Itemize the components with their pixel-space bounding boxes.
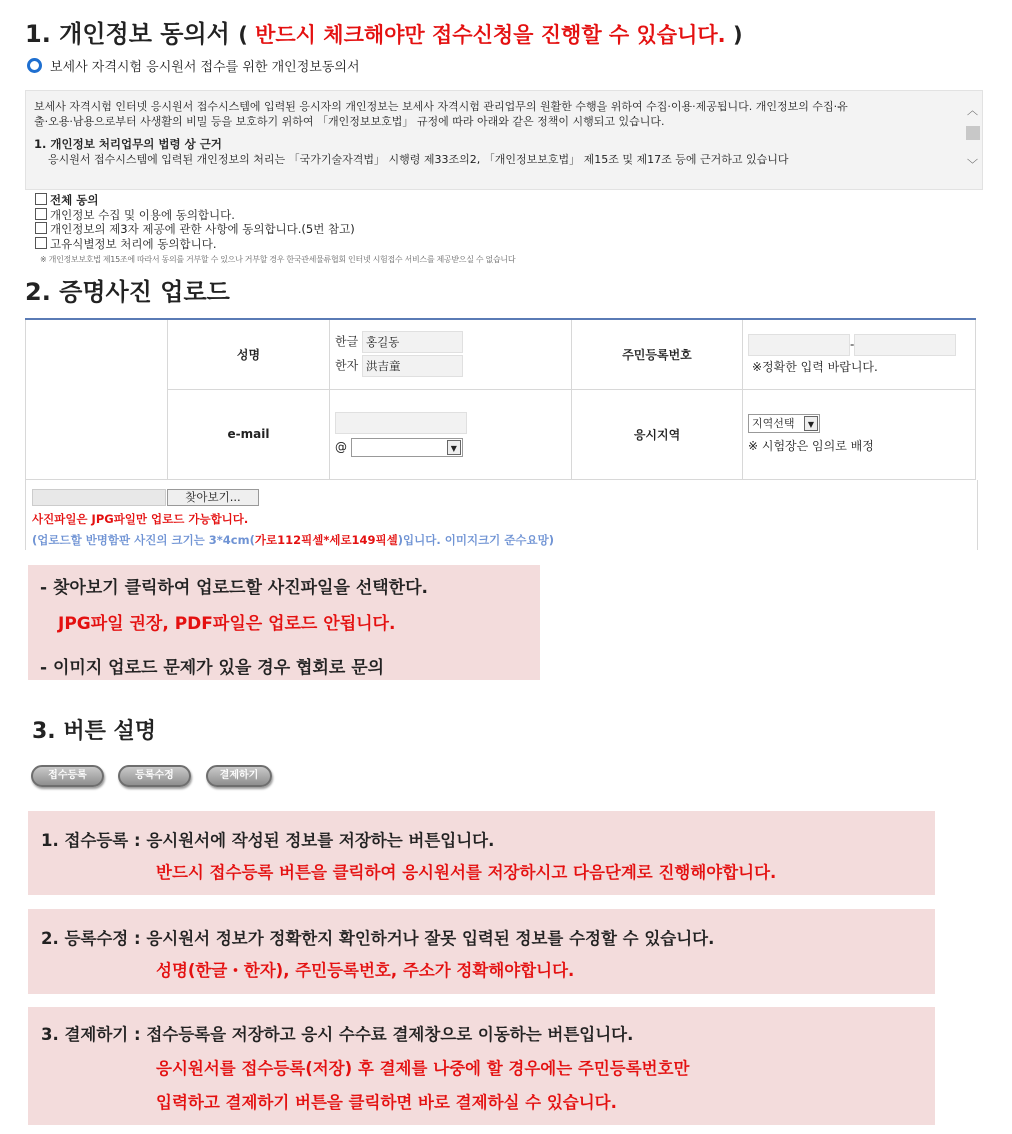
privacy-policy-scrollbox[interactable] xyxy=(25,90,983,190)
check-third-row[interactable] xyxy=(35,222,355,236)
rrn-dash: - xyxy=(850,337,855,352)
check-unique-checkbox[interactable] xyxy=(35,237,47,249)
section3-title: 3. 버튼 설명 xyxy=(32,719,156,744)
region-select[interactable] xyxy=(748,414,820,433)
photo-upload-area xyxy=(25,480,978,550)
edit-desc-red: 성명(한글・한자), 주민등록번호, 주소가 정확해야합니다. xyxy=(156,961,575,980)
size-note-pixels: 가로112픽셀*세로149픽셀 xyxy=(254,533,398,547)
check-collect-label: 개인정보 수집 및 이용에 동의합니다. xyxy=(50,208,235,222)
policy-item1-title: 1. 개인정보 처리업무의 법령 상 근거 xyxy=(34,137,222,151)
photo-file-path[interactable] xyxy=(32,489,166,506)
circle-bullet-icon xyxy=(27,58,42,73)
scroll-up-icon[interactable]: ︿ xyxy=(967,104,978,117)
jpg-only-warning: 사진파일은 JPG파일만 업로드 가능합니다. xyxy=(32,512,249,526)
photo-size-note xyxy=(32,532,554,548)
applicant-form-table xyxy=(25,318,976,480)
hanja-name-input[interactable]: 洪吉童 xyxy=(362,355,463,377)
edit-desc-head: 2. 등록수정 : 응시원서 정보가 정확한지 확인하거나 잘못 입력된 정보를 수정할 수 있습니다. xyxy=(41,929,715,948)
register-desc-box xyxy=(28,811,935,895)
check-collect-row[interactable] xyxy=(35,208,235,222)
paren-open: ( xyxy=(238,23,256,47)
payment-button[interactable]: 결제하기 xyxy=(206,765,272,787)
register-desc-head: 1. 접수등록 : 응시원서에 작성된 정보를 저장하는 버튼입니다. xyxy=(41,831,495,850)
check-unique-row[interactable] xyxy=(35,237,217,251)
guide-line3: - 이미지 업로드 문제가 있을 경우 협회로 문의 xyxy=(40,658,385,678)
rrn-inputs-cell xyxy=(743,319,976,389)
rrn-note: ※정확한 입력 바랍니다. xyxy=(752,359,878,374)
check-all-checkbox[interactable] xyxy=(35,193,47,205)
email-inputs-cell xyxy=(330,389,572,479)
register-button[interactable]: 접수등록 xyxy=(31,765,104,787)
email-at: @ xyxy=(335,439,347,454)
policy-scrollbar[interactable] xyxy=(964,91,982,189)
name-label: 성명 xyxy=(168,319,330,389)
rrn-label: 주민등록번호 xyxy=(572,319,743,389)
scroll-down-icon[interactable]: ﹀ xyxy=(967,158,978,171)
email-id-input[interactable] xyxy=(335,412,467,434)
rrn-first-input[interactable] xyxy=(748,334,850,356)
section2-title: 2. 증명사진 업로드 xyxy=(25,278,230,306)
upload-guide-box xyxy=(28,565,540,680)
scroll-thumb[interactable] xyxy=(966,126,980,140)
size-note-a: (업로드할 반명함판 사진의 크기는 3*4cm( xyxy=(32,533,255,547)
policy-intro-line1: 보세사 자격시험 인터넷 응시원서 접수시스템에 입력된 응시자의 개인정보는 보세사 자격시험 관리업무의 원활한 수행을 위하여 수집·이용·제공됩니다. 개인정보의 수집·유 xyxy=(34,100,848,113)
region-note: ※ 시험장은 임의로 배정 xyxy=(748,439,874,453)
photo-preview-cell xyxy=(26,319,168,479)
payment-desc-box xyxy=(28,1007,935,1125)
section1-title: 1. 개인정보 동의서 xyxy=(25,20,230,48)
edit-desc-box xyxy=(28,909,935,994)
chevron-down-icon: ▼ xyxy=(447,440,461,455)
check-all-label: 전체 동의 xyxy=(50,193,99,207)
rrn-second-input[interactable] xyxy=(854,334,956,356)
paren-close: ) xyxy=(725,23,743,47)
guide-line1: - 찾아보기 클릭하여 업로드할 사진파일을 선택한다. xyxy=(40,578,428,598)
consent-subtitle-text: 보세사 자격시험 응시원서 접수를 위한 개인정보동의서 xyxy=(50,60,360,75)
payment-desc-red1: 응시원서를 접수등록(저장) 후 결제를 나중에 할 경우에는 주민등록번호만 xyxy=(156,1059,690,1078)
hangul-label: 한글 xyxy=(335,334,359,349)
consent-notice: 반드시 체크해야만 접수신청을 진행할 수 있습니다. xyxy=(255,23,726,47)
check-third-label: 개인정보의 제3자 제공에 관한 사항에 동의합니다.(5번 참고) xyxy=(50,222,355,236)
edit-registration-button[interactable]: 등록수정 xyxy=(118,765,191,787)
consent-subtitle xyxy=(27,56,360,75)
check-unique-label: 고유식별정보 처리에 동의합니다. xyxy=(50,237,217,251)
check-all-row[interactable] xyxy=(35,193,98,207)
email-label: e-mail xyxy=(168,389,330,479)
hangul-name-input[interactable]: 홍길동 xyxy=(362,331,463,353)
browse-button[interactable]: 찾아보기... xyxy=(167,489,259,506)
consent-footnote: ※ 개인정보보호법 제15조에 따라서 동의를 거부할 수 있으나 거부할 경우 한국관세물류협회 인터넷 시험접수 서비스를 제공받으실 수 없습니다 xyxy=(40,255,516,264)
guide-line2: JPG파일 권장, PDF파일은 업로드 안됩니다. xyxy=(58,614,396,634)
section1-heading xyxy=(25,14,743,49)
region-select-value: 지역선택 xyxy=(752,417,795,430)
check-collect-checkbox[interactable] xyxy=(35,208,47,220)
region-label: 응시지역 xyxy=(572,389,743,479)
email-domain-select[interactable] xyxy=(351,438,463,457)
payment-desc-head: 3. 결제하기 : 접수등록을 저장하고 응시 수수료 결제창으로 이동하는 버튼입니다. xyxy=(41,1025,634,1044)
chevron-down-icon: ▼ xyxy=(804,416,818,431)
name-inputs-cell xyxy=(330,319,572,389)
register-desc-red: 반드시 접수등록 버튼을 클릭하여 응시원서를 저장하시고 다음단계로 진행해야합니다. xyxy=(156,863,777,882)
policy-item1-body: 응시원서 접수시스템에 입력된 개인정보의 처리는 「국가기술자격법」 시행령 제33조의2, 「개인정보보호법」 제15조 및 제17조 등에 근거하고 있습니다 xyxy=(48,153,789,166)
hanja-label: 한자 xyxy=(335,358,359,373)
size-note-c: )입니다. 이미지크기 준수요망) xyxy=(397,533,554,547)
region-cell xyxy=(743,389,976,479)
policy-intro-line2: 출·오용·남용으로부터 사생활의 비밀 등을 보호하기 위하여 「개인정보보호법」 규정에 따라 아래와 같은 정책이 시행되고 있습니다. xyxy=(34,115,665,128)
payment-desc-red2: 입력하고 결제하기 버튼을 클릭하면 바로 결제하실 수 있습니다. xyxy=(156,1093,617,1112)
check-third-checkbox[interactable] xyxy=(35,222,47,234)
